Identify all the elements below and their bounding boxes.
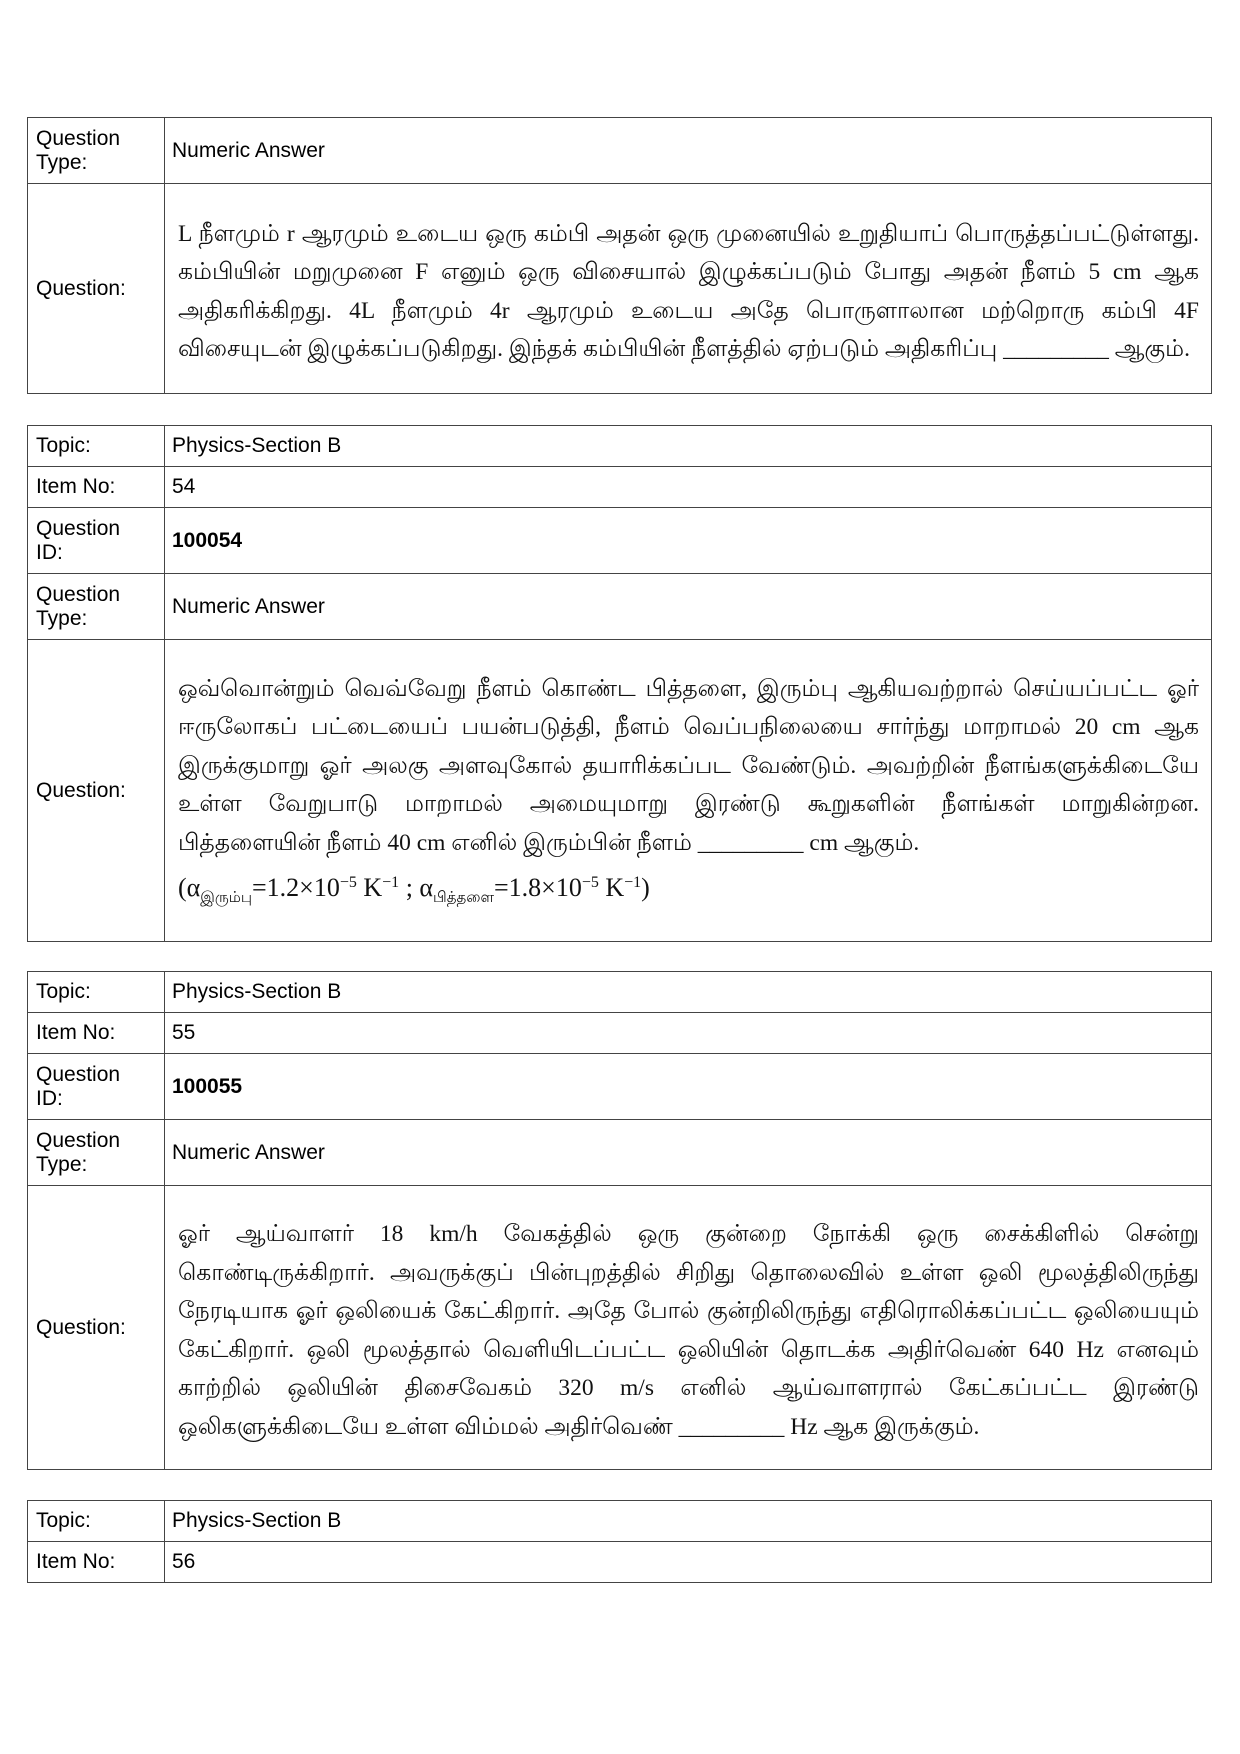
question-type-value: Numeric Answer [165, 118, 1212, 184]
question-id-row [28, 508, 1212, 574]
question-type-row [28, 1120, 1212, 1186]
question-text [165, 640, 1212, 942]
formula-part: ) [641, 873, 650, 902]
formula-subscript: இரும்பு [200, 890, 253, 906]
topic-row [28, 1501, 1212, 1542]
question-row [28, 184, 1212, 394]
topic-label: Topic: [28, 972, 165, 1013]
item-no-value: 54 [165, 467, 1212, 508]
topic-value: Physics-Section B [165, 972, 1212, 1013]
item-no-row [28, 1013, 1212, 1054]
question-type-row [28, 118, 1212, 184]
topic-row [28, 426, 1212, 467]
question-label: Question: [28, 184, 165, 394]
item-no-row [28, 1542, 1212, 1583]
question-id-value: 100054 [165, 508, 1212, 574]
formula-subscript: பித்தளை [433, 890, 494, 906]
question-label: Question: [28, 1186, 165, 1470]
topic-value: Physics-Section B [165, 1501, 1212, 1542]
question-id-row [28, 1054, 1212, 1120]
formula-superscript: −5 [581, 874, 599, 891]
question-paragraph: ஓர் ஆய்வாளர் 18 km/h வேகத்தில் ஒரு குன்றை நோக்கி ஒரு சைக்கிளில் சென்று கொண்டிருக்கிறார். அவருக்குப் பின்புறத்தில் சிறிது தொலைவில் உள்ள ஒலி மூலத்திலிருந்து நேரடியாக ஓர் ஒலியைக் கேட்கிறார். அதே போல் குன்றிலிருந்து எதிரொலிக்கப்பட்ட ஒலியையும் கேட்கிறார். ஒலி மூலத்தால் வெளியிடப்பட்ட ஒலியின் தொடக்க அதிர்வெண் 640 Hz எனவும் காற்றில் ஒலியின் திசைவேகம் 320 m/s எனில் ஆய்வாளரால் கேட்கப்பட்ட இரண்டு ஒலிகளுக்கிடையே உள்ள விம்மல் அதிர்வெண் _________ Hz ஆக இருக்கும். [178, 1221, 1199, 1440]
question-type-row [28, 574, 1212, 640]
item-no-row [28, 467, 1212, 508]
question-id-label: Question ID: [28, 1054, 165, 1120]
formula-part: =1.8×10 [494, 873, 582, 902]
item-no-label: Item No: [28, 1542, 165, 1583]
question-type-value: Numeric Answer [165, 574, 1212, 640]
item-no-label: Item No: [28, 467, 165, 508]
item-no-value: 56 [165, 1542, 1212, 1583]
formula-superscript: −1 [382, 874, 400, 891]
item-no-value: 55 [165, 1013, 1212, 1054]
question-block-54 [27, 425, 1212, 942]
question-id-label: Question ID: [28, 508, 165, 574]
question-id-value: 100055 [165, 1054, 1212, 1120]
question-paragraph: L நீளமும் r ஆரமும் உடைய ஒரு கம்பி அதன் ஒரு முனையில் உறுதியாப் பொருத்தப்பட்டுள்ளது. கம்பியின் மறுமுனை F எனும் ஒரு விசையால் இழுக்கப்படும் போது அதன் நீளம் 5 cm ஆக அதிகரிக்கிறது. 4L நீளமும் 4r ஆரமும் உடைய அதே பொருளாலான மற்றொரு கம்பி 4F விசையுடன் இழுக்கப்படுகிறது. இந்தக் கம்பியின் நீளத்தில் ஏற்படும் அதிகரிப்பு _________ ஆகும். [178, 220, 1199, 362]
formula-part: K [598, 873, 625, 902]
topic-label: Topic: [28, 426, 165, 467]
question-row [28, 640, 1212, 942]
formula-part: K [356, 873, 383, 902]
formula-superscript: −1 [624, 874, 642, 891]
item-no-label: Item No: [28, 1013, 165, 1054]
question-row [28, 1186, 1212, 1470]
topic-value: Physics-Section B [165, 426, 1212, 467]
question-label: Question: [28, 640, 165, 942]
question-block-56 [27, 1500, 1212, 1583]
question-block-55 [27, 971, 1212, 1470]
question-paragraph: ஒவ்வொன்றும் வெவ்வேறு நீளம் கொண்ட பித்தளை, இரும்பு ஆகியவற்றால் செய்யப்பட்ட ஓர் ஈருலோகப் பட்டையைப் பயன்படுத்தி, நீளம் வெப்பநிலையை சார்ந்து மாறாமல் 20 cm ஆக இருக்குமாறு ஓர் அலகு அளவுகோல் தயாரிக்கப்பட வேண்டும். அவற்றின் நீளங்களுக்கிடையே உள்ள வேறுபாடு மாறாமல் அமையுமாறு இரண்டு கூறுகளின் நீளங்கள் மாறுகின்றன. பித்தளையின் நீளம் 40 cm எனில் இரும்பின் நீளம் _________ cm ஆகும். [178, 675, 1199, 856]
question-type-value: Numeric Answer [165, 1120, 1212, 1186]
formula-part: ; α [399, 873, 434, 902]
question-block-53 [27, 117, 1212, 394]
question-text [165, 184, 1212, 394]
topic-row [28, 972, 1212, 1013]
formula-part: =1.2×10 [252, 873, 340, 902]
question-text [165, 1186, 1212, 1470]
formula-superscript: −5 [339, 874, 357, 891]
topic-label: Topic: [28, 1501, 165, 1542]
alpha-formula [178, 864, 1199, 918]
question-type-label: Question Type: [28, 1120, 165, 1186]
question-type-label: Question Type: [28, 118, 165, 184]
formula-part: (α [178, 873, 201, 902]
question-type-label: Question Type: [28, 574, 165, 640]
